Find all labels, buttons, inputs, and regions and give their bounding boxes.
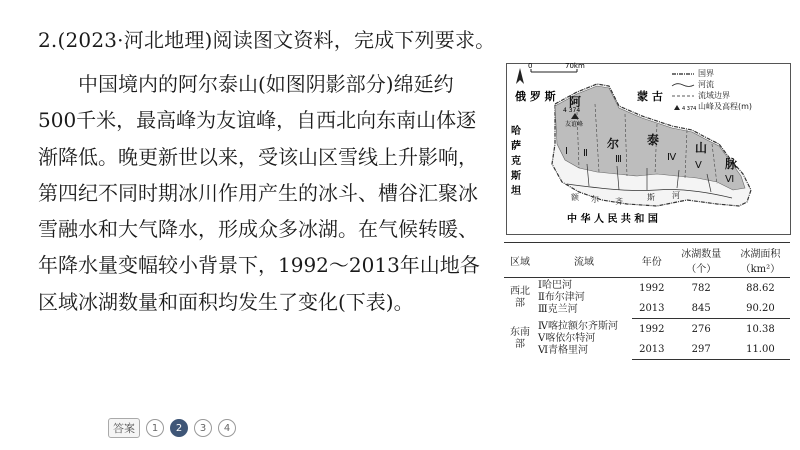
area-cell: 90.20 — [731, 298, 790, 319]
scale-bar — [528, 62, 585, 72]
header-year: 年份 — [632, 243, 672, 278]
page-button-2[interactable]: 2 — [170, 419, 188, 437]
svg-text:河: 河 — [672, 191, 680, 200]
question-paragraph — [38, 66, 486, 320]
svg-text:萨: 萨 — [511, 141, 521, 152]
peak-elevation: 4 374 — [563, 107, 581, 114]
north-arrow-icon — [516, 68, 524, 84]
map-legend — [672, 68, 784, 112]
altai-map — [506, 63, 791, 235]
paragraph-text: 中国境内的阿尔泰山(如图阴影部分)绵延约500千米，最高峰为友谊峰，自西北向东南山体逐渐降低。晚更新世以来，受该山区雪线上升影响，第四纪不同时期冰川作用产生的冰斗、槽谷汇聚冰雪融水和大气降水，形成众多冰湖。在气候转暖、年降水量变幅较小背景下，1992～2013年山地各区域冰湖数量和面积均发生了变化(下表)。 — [38, 72, 480, 314]
page-button-4[interactable]: 4 — [218, 419, 236, 437]
year-cell: 1992 — [639, 282, 665, 294]
area-cell: 88.62 — [746, 282, 775, 294]
svg-text:4 374: 4 374 — [682, 105, 697, 112]
country-china: 中 华 人 民 共 和 国 — [567, 214, 658, 225]
svg-text:阿: 阿 — [569, 95, 582, 109]
header-area: 冰湖面积 （km²） — [731, 243, 790, 278]
count-cell: 276 — [691, 323, 711, 335]
region-cell: 东南部 — [510, 327, 530, 350]
country-mongolia: 蒙 古 — [637, 90, 663, 103]
svg-text:泰: 泰 — [647, 133, 660, 147]
svg-text:Ⅱ: Ⅱ — [583, 148, 588, 159]
svg-text:额: 额 — [571, 193, 579, 202]
legend-border: 国界 — [698, 69, 714, 78]
svg-text:哈: 哈 — [511, 126, 521, 137]
header-count: 冰湖数量 （个） — [672, 243, 731, 278]
legend-peak: 4 374 山峰及高程(m) — [672, 101, 784, 112]
legend-river: 河流 — [672, 79, 784, 90]
question-title: 2.(2023·河北地理)阅读图文资料，完成下列要求。 — [38, 28, 496, 52]
peak-name: 友谊峰 — [565, 121, 584, 128]
region-cell: 西北部 — [510, 286, 530, 310]
page-button-3[interactable]: 3 — [194, 419, 212, 437]
header-basin: 流域 — [536, 243, 632, 278]
svg-text:斯: 斯 — [647, 193, 655, 202]
svg-text:Ⅲ: Ⅲ — [615, 154, 622, 165]
svg-text:克: 克 — [511, 156, 521, 167]
count-cell: 782 — [691, 282, 711, 294]
svg-text:坦: 坦 — [511, 186, 521, 197]
svg-text:Ⅳ: Ⅳ — [667, 152, 677, 163]
question-nav — [108, 418, 236, 438]
answer-button[interactable]: 答案 — [108, 418, 140, 438]
table-row — [504, 278, 790, 299]
basins-cell: Ⅰ哈巴河 Ⅱ布尔津河 Ⅲ克兰河 — [538, 280, 585, 316]
svg-text:Ⅴ: Ⅴ — [695, 160, 702, 171]
count-cell: 297 — [672, 339, 731, 360]
year-cell: 1992 — [639, 323, 665, 335]
count-cell: 845 — [672, 298, 731, 319]
scale-zero: 0 — [528, 62, 533, 70]
table-header-row — [504, 243, 790, 278]
svg-text:脉: 脉 — [725, 157, 738, 171]
area-cell: 11.00 — [731, 339, 790, 360]
country-russia: 俄 罗 斯 — [515, 90, 556, 103]
table-row — [504, 319, 790, 340]
svg-text:齐: 齐 — [615, 197, 623, 206]
year-cell: 2013 — [632, 339, 672, 360]
svg-text:山: 山 — [695, 141, 708, 155]
svg-text:Ⅵ: Ⅵ — [725, 174, 735, 185]
scale-end: 70km — [565, 62, 585, 70]
country-kazakhstan — [510, 124, 521, 197]
svg-text:尔: 尔 — [607, 137, 620, 151]
basins-cell: Ⅳ喀拉额尔齐斯河 Ⅴ喀依尔特河 Ⅵ青格里河 — [538, 321, 618, 356]
glacier-lake-table — [504, 242, 790, 360]
svg-text:尔: 尔 — [591, 195, 599, 204]
page-button-1[interactable]: 1 — [146, 419, 164, 437]
area-cell: 10.38 — [746, 323, 775, 335]
year-cell: 2013 — [632, 298, 672, 319]
svg-text:Ⅰ: Ⅰ — [565, 146, 568, 157]
legend-basin-boundary: 流域边界 — [698, 91, 730, 100]
header-region: 区域 — [504, 243, 536, 278]
svg-text:斯: 斯 — [511, 171, 521, 182]
